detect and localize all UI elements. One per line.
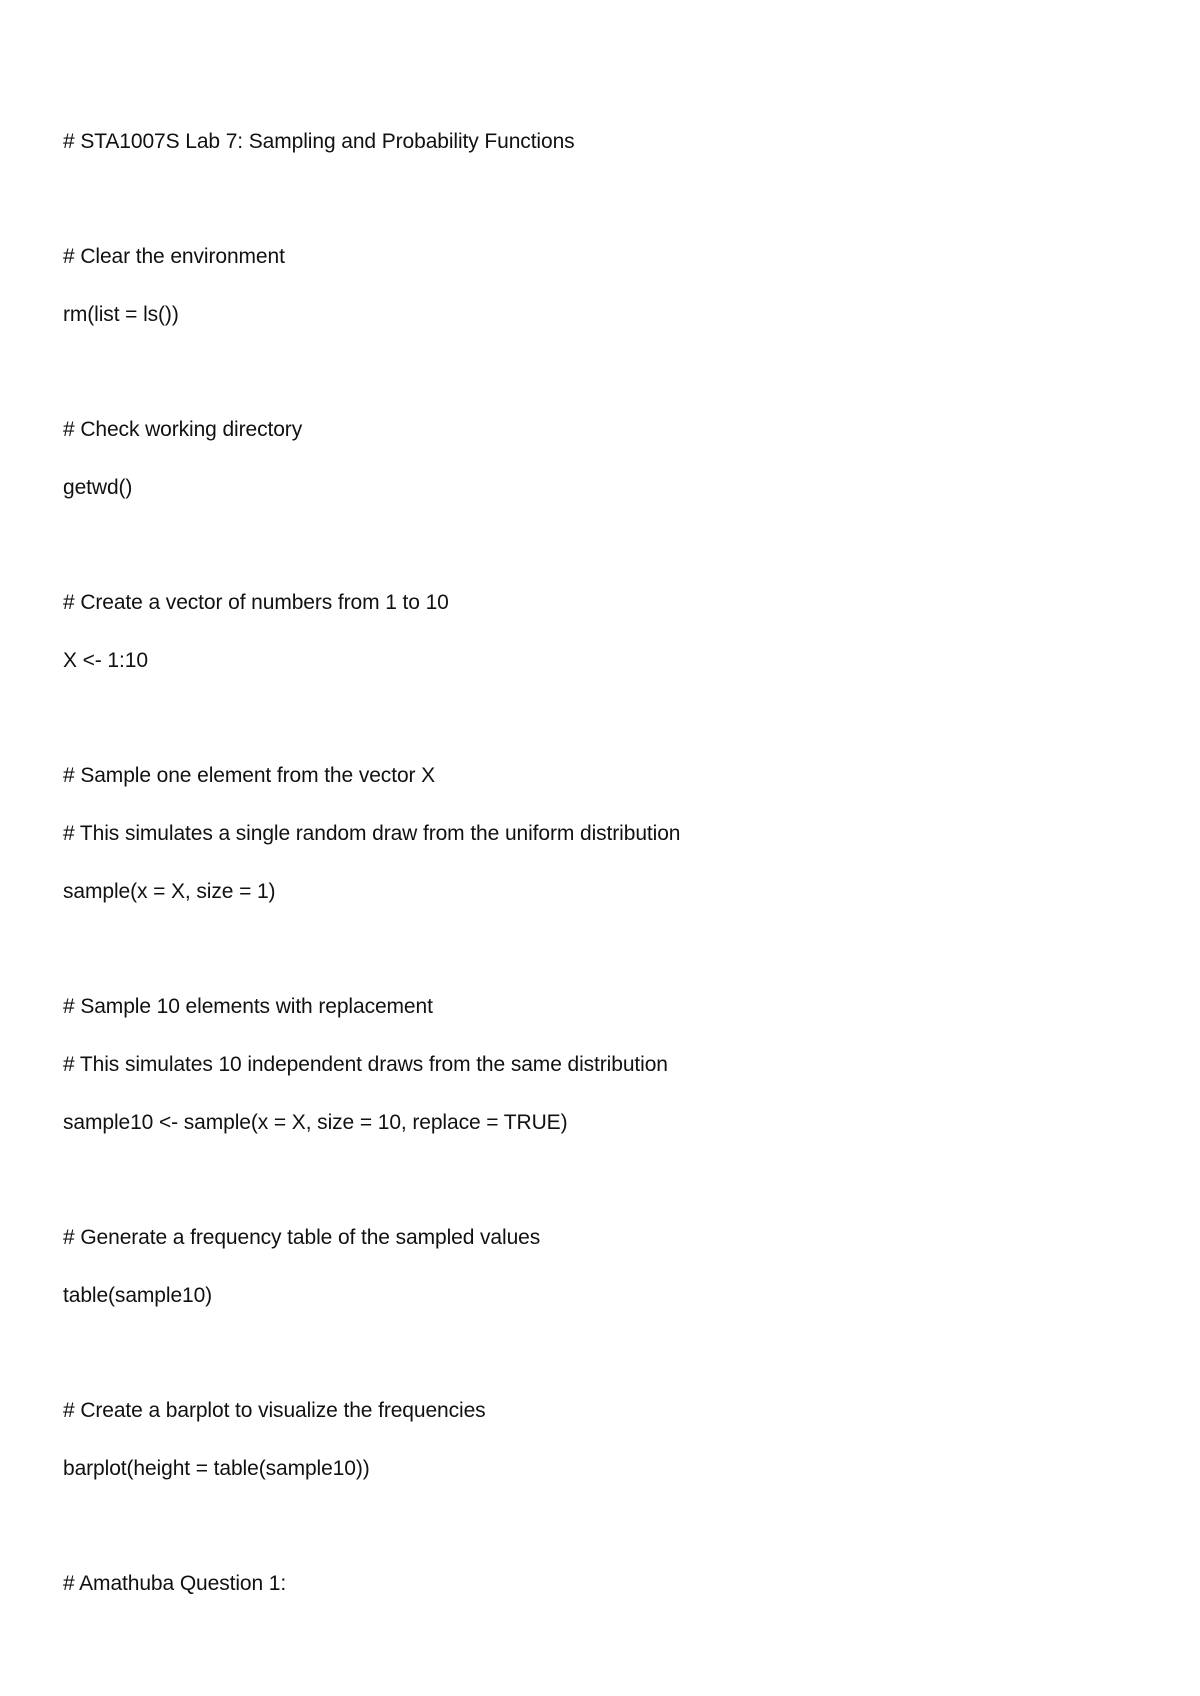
code-comment: # Create a vector of numbers from 1 to 10 xyxy=(63,591,449,614)
code-line: sample10 <- sample(x = X, size = 10, replace = TRUE) xyxy=(63,1111,568,1134)
code-comment: # Generate a frequency table of the sampled values xyxy=(63,1226,541,1249)
code-comment: # Sample 10 elements with replacement xyxy=(63,995,433,1018)
code-comment: # Amathuba Question 1: xyxy=(63,1572,287,1595)
code-line: sample(x = X, size = 1) xyxy=(63,880,276,903)
code-comment: # Sample one element from the vector X xyxy=(63,764,436,787)
code-line: table(sample10) xyxy=(63,1284,213,1307)
code-line: rm(list = ls()) xyxy=(63,303,179,326)
code-line: X <- 1:10 xyxy=(63,649,148,672)
code-comment: # This simulates 10 independent draws from the same distribution xyxy=(63,1053,668,1076)
code-comment: # Create a barplot to visualize the frequencies xyxy=(63,1399,486,1422)
code-comment: # Clear the environment xyxy=(63,245,285,268)
document-title: # STA1007S Lab 7: Sampling and Probability Functions xyxy=(63,130,575,153)
code-line: getwd() xyxy=(63,476,133,499)
code-comment: # Check working directory xyxy=(63,418,303,441)
code-comment: # This simulates a single random draw from the uniform distribution xyxy=(63,822,681,845)
code-line: barplot(height = table(sample10)) xyxy=(63,1457,370,1480)
